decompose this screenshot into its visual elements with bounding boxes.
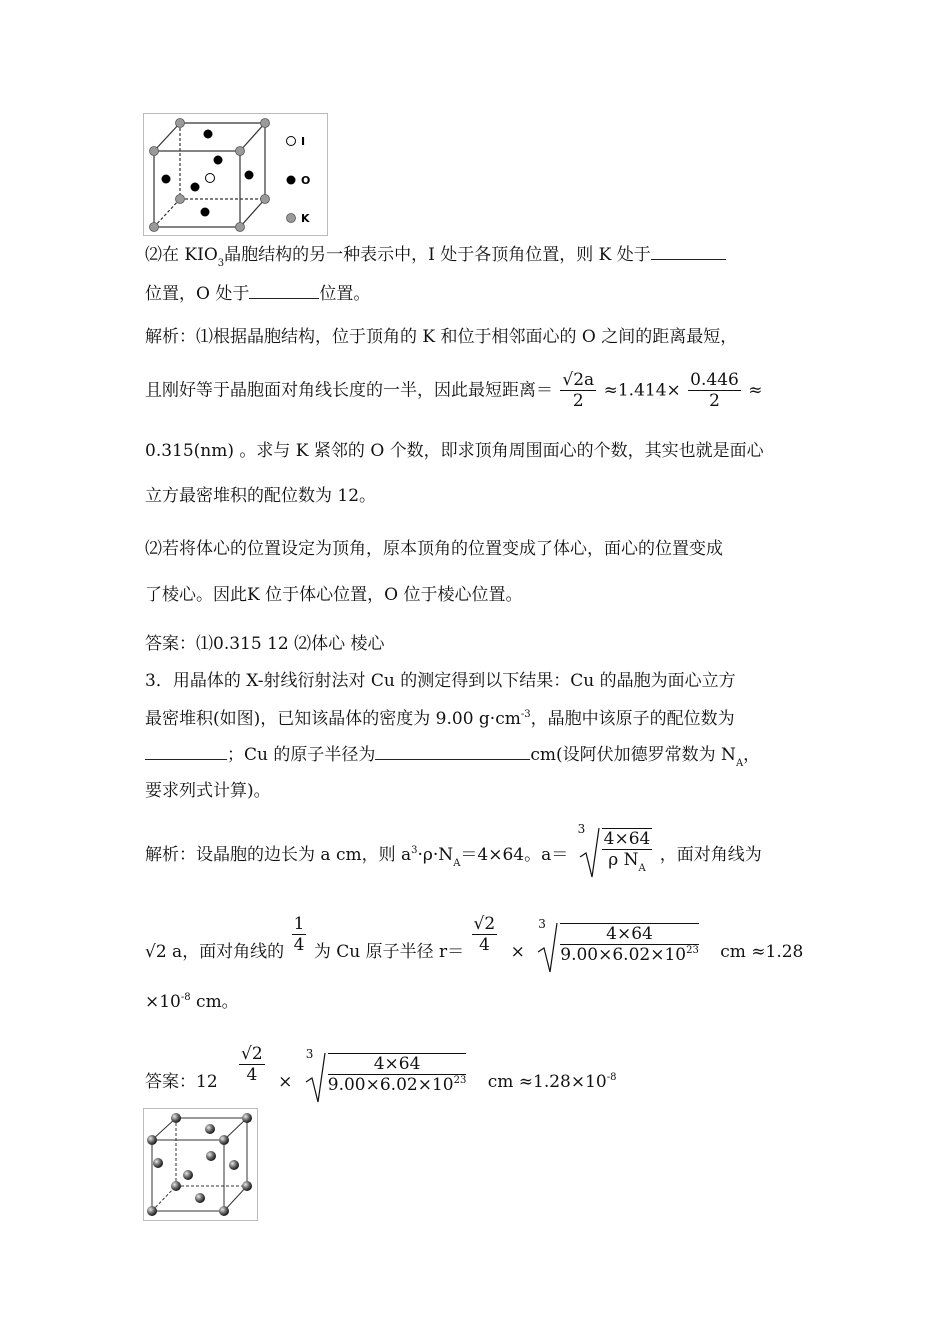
q3-line3: ；Cu 的原子半径为 cm(设阿伏加德罗常数为 $N_A$， (145, 745, 760, 768)
q3-line2: 最密堆积(如图)，已知该晶体的密度为 9.00 $g\cdot cm^{-3}$，晶胞中该原子的配位数为 (145, 709, 735, 729)
analysis3-line1: 解析：设晶胞的边长为 a cm，则 $a^3\cdot\rho\cdot N_A=4\times 64$。a＝ 3 $\frac{4\times 64}{\rho N_A}$ ，面对角线为 (145, 829, 762, 883)
q3-line4: 要求列式计算)。 (145, 781, 271, 801)
cube-root-r: 3 $\frac{4\times 64}{9.00\times 6.02\times 10^{23}}$ (536, 920, 701, 974)
cu-fcc-cell-diagram (144, 1109, 257, 1220)
fraction-0446-over-2: $\frac{0.446}{2}$ (690, 370, 739, 411)
legend-black-icon (287, 176, 296, 185)
q3-blank-radius (375, 745, 530, 760)
cube-root-a: 3 $\frac{4\times 64}{\rho N_A}$ (578, 825, 655, 879)
answer1: 答案：⑴0.315 12 ⑵体心 棱心 (145, 634, 385, 654)
analysis2-line1: ⑵若将体心的位置设定为顶角，原本顶角的位置变成了体心，面心的位置变成 (145, 539, 723, 559)
legend-gray-icon (287, 214, 296, 223)
cu-fcc-crystal-figure (143, 1108, 258, 1221)
q3-blank-coordination (145, 745, 227, 760)
fraction-sqrt2a-over-2: $\frac{√2a}{2}$ (562, 370, 595, 411)
answer-fraction-sqrt2-over-4: $\frac{√2}{4}$ (241, 1044, 263, 1085)
analysis1-line2: 且刚好等于晶胞面对角线长度的一半，因此最短距离＝ $\frac{√2a}{2}$ ≈1.414× $\frac{0.446}{2}$ ≈ (145, 370, 763, 411)
analysis1-line3: 0.315(nm) 。求与 K 紧邻的 O 个数，即求顶角周围面心的个数，其实也就是面心 (145, 441, 764, 461)
fraction-one-quarter: $\frac{1}{4}$ (293, 914, 305, 955)
answer3: 答案：12 $\frac{√2}{4}$ × 3 $\frac{4\times 64}{9.00\times 6.02\times 10^{23}}$ cm $\approx 1.28\times 10^{-8}$ (145, 1042, 617, 1098)
legend-label-i: I (301, 135, 306, 148)
kio3-crystal-figure (143, 113, 328, 236)
q2-blank-o (249, 284, 319, 299)
analysis3-line2: √2 a，面对角线的 $\frac{1}{4}$ 为 Cu 原子半径 r＝ $\frac{√2}{4}$ × 3 $\frac{4\times 64}{9.00\times 6.02\times 10^{23}}$ cm ≈1.28 (145, 912, 803, 968)
i-atom (206, 174, 215, 183)
legend-hollow-icon (287, 137, 296, 146)
q2-blank-k (651, 245, 726, 260)
answer-cube-root: 3 $\frac{4\times 64}{9.00\times 6.02\times 10^{23}}$ (304, 1050, 469, 1104)
q2-line2: 位置，O 处于 位置。 (145, 284, 371, 304)
analysis2-line2: 了棱心。因此K 位于体心位置，O 位于棱心位置。 (145, 585, 523, 605)
analysis3-line3: $\times 10^{-8}$ cm。 (145, 992, 239, 1012)
kio3-cell-diagram (144, 114, 327, 235)
legend-label-k: K (301, 212, 310, 225)
q2-line1: ⑵在 $KIO_3$晶胞结构的另一种表示中，I 处于各顶角位置，则 K 处于 (145, 245, 726, 268)
fraction-sqrt2-over-4: $\frac{√2}{4}$ (473, 914, 496, 955)
legend-label-o: O (301, 174, 311, 187)
q3-line1: 3．用晶体的 X-射线衍射法对 Cu 的测定得到以下结果：Cu 的晶胞为面心立方 (145, 671, 736, 691)
analysis1-line1: 解析：⑴根据晶胞结构，位于顶角的 K 和位于相邻面心的 O 之间的距离最短， (145, 327, 738, 347)
analysis1-line4: 立方最密堆积的配位数为 12。 (145, 486, 377, 506)
